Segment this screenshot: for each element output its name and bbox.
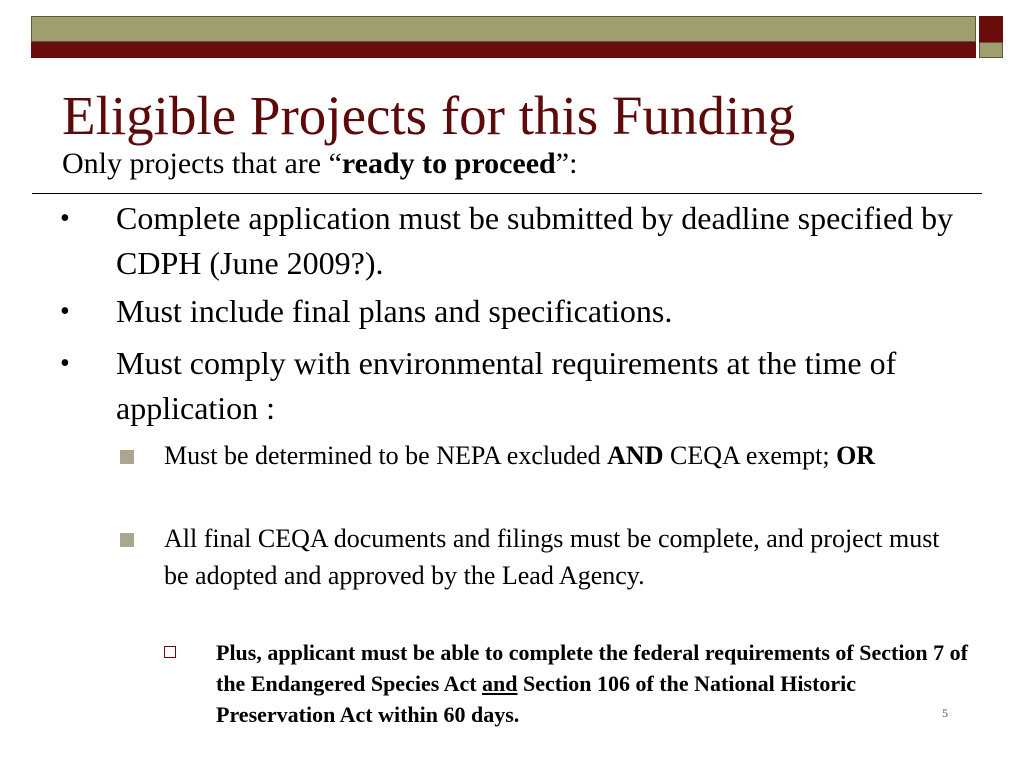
title-divider — [32, 193, 982, 194]
sub-bullet-text-c: CEQA exempt; — [663, 441, 837, 470]
header-band-maroon — [31, 42, 976, 58]
bullet-dot-icon: • — [60, 203, 70, 234]
hollow-square-bullet-icon — [164, 646, 176, 658]
header-square-maroon — [979, 16, 1003, 42]
sub-sub-text-c: Section 106 of the National Historic Preservation Act within 60 days. — [216, 671, 857, 727]
sub-sub-bullet-item — [216, 637, 976, 730]
header-band-olive — [31, 16, 976, 42]
sub-bullet-text-a: Must be determined to be NEPA excluded — [164, 441, 608, 470]
subtitle-prefix: Only projects that are “ — [62, 147, 342, 180]
slide-number: 5 — [942, 706, 948, 720]
bullet-item — [60, 196, 986, 286]
bullet-dot-icon: • — [60, 296, 70, 327]
square-bullet-icon — [120, 450, 134, 464]
sub-bullet-or: OR — [836, 441, 876, 470]
subtitle-bold: ready to proceed — [341, 147, 556, 180]
bullet-item — [60, 289, 986, 334]
sub-sub-text-a: Plus, applicant must be able to complete the federal requirements of Section 7 of the Endangered Species Act — [216, 640, 968, 696]
subtitle-suffix: ”: — [555, 147, 578, 180]
sub-bullet-item — [164, 520, 964, 594]
header-square-olive — [979, 42, 1003, 58]
sub-sub-and: and — [482, 671, 518, 696]
slide-subtitle — [62, 146, 577, 182]
bullet-text: Must include final plans and specifications. — [116, 293, 673, 329]
bullet-item — [60, 341, 986, 431]
sub-bullet-text: All final CEQA documents and filings must be complete, and project must be adopted and approved by the Lead Agency. — [164, 524, 940, 590]
square-bullet-icon — [120, 533, 134, 547]
sub-bullet-and: AND — [607, 441, 664, 470]
sub-bullet-item — [164, 437, 964, 474]
slide-title: Eligible Projects for this Funding — [62, 85, 796, 146]
bullet-text: Complete application must be submitted by deadline specified by CDPH (June 2009?). — [116, 200, 954, 281]
bullet-text: Must comply with environmental requirements at the time of application : — [116, 345, 897, 426]
bullet-dot-icon: • — [60, 348, 70, 379]
